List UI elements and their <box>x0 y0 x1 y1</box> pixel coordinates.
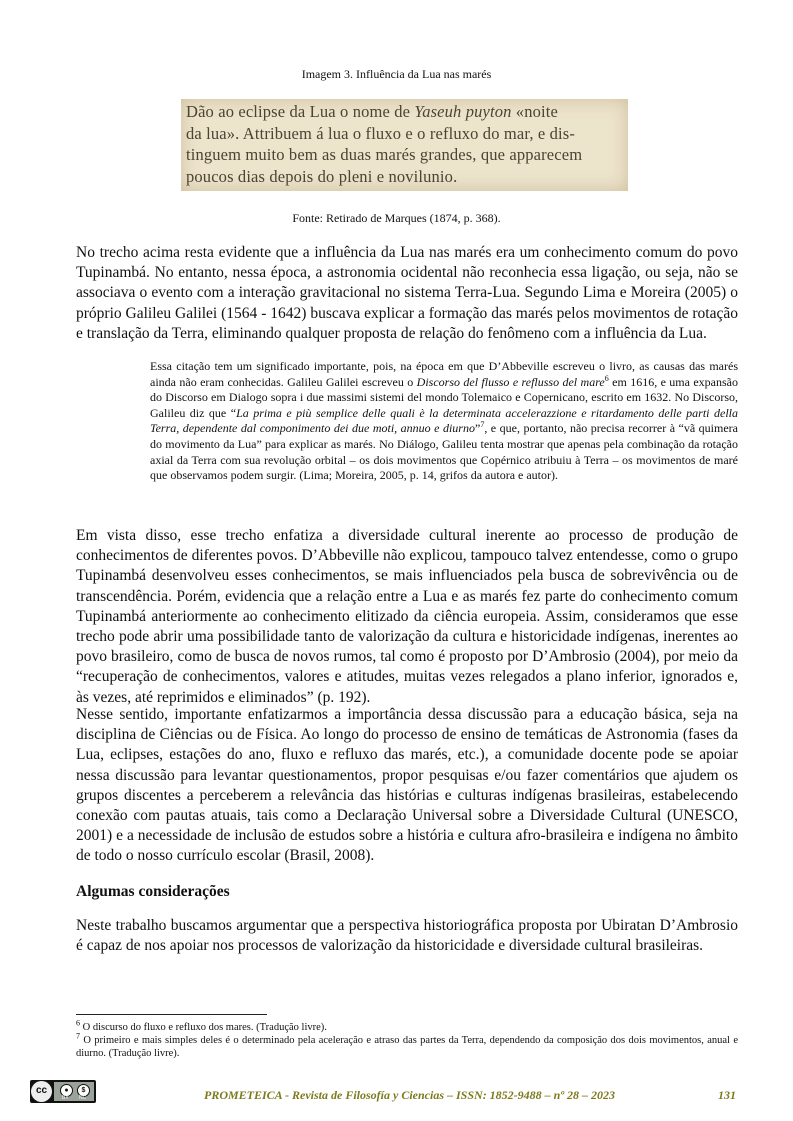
footnote-7 <box>76 1031 738 1061</box>
scan-text: tinguem muito bem as duas marés grandes, que apparecem <box>186 145 583 164</box>
scan-line <box>186 101 623 123</box>
scan-text: poucos dias depois do pleni e novilunio. <box>186 166 458 186</box>
body-paragraph-3: Nesse sentido, importante enfatizarmos a importância dessa discussão para a educação básica, seja na disciplina de Ciências ou de Física. Ao longo do processo de ensino de temáticas de Astronomia (fases da Lua, eclipses, estações do ano, fluxo e refluxo das marés, etc.), a comunidade docente pode se apoiar nessa discussão para levantar questionamentos, propor pesquisas e/ou fazer comentários que ajudem os grupos discentes a perceberem a relevância das histórias e culturas indígenas brasileiras, estabelecendo conexão com pautas atuais, tais como a Declaração Universal sobre a Diversidade Cultural (UNESCO, 2001) e a necessidade de inclusão de estudos sobre a história e cultura afro-brasileira e indígena no âmbito de todo o nosso currículo escolar (Brasil, 2008). <box>76 706 738 865</box>
figure-caption: Imagem 3. Influência da Lua nas marés <box>301 67 492 81</box>
journal-citation: PROMETEICA - Revista de Filosofía y Ciencias – ISSN: 1852-9488 – nº 28 – 2023 <box>204 1088 615 1102</box>
quote-text: Essa citação tem um significado importante, pois, na época em que D’Abbeville escreveu o livro, as causas das marés ainda não eram conhecidas. Galileu Galilei escreveu o <box>150 359 738 389</box>
by-label: BY <box>62 1095 69 1101</box>
quote-italic-citation: La prima e più semplice delle quali è la determinata accelerazzione e ritardamento delle parti della Terra, dependente dal componimento dei due moti, annuo e diurno <box>150 405 738 436</box>
body-paragraph-2: Em vista disso, esse trecho enfatiza a diversidade cultural inerente ao processo de produção de conhecimentos de diferentes povos. D’Abbeville não explicou, tampouco talvez entendesse, como o grupo Tupinambá desenvolveu esses conhecimentos, se mais influenciados pela busca de sobrevivência ou de transcendência. Porém, evidencia que a relação entre a Lua e as marés fez parte do conhecimento comum Tupinambá anteriormente ao conhecimento elitizado da ciência europeia. Assim, consideramos que esse trecho pode abrir uma possibilidade tanto de valorização da cultura e historicidade indígenas, inerentes ao povo brasileiro, como de busca de novos rumos, tal como é proposto por D’Ambrosio (2004), por meio da “recuperação de conhecimentos, valores e atitudes, muitas vezes relegados a plano inferior, ignorados e, às vezes, até reprimidos e eliminados” (p. 192). <box>76 527 738 706</box>
footnote-text: O primeiro e mais simples deles é o determinado pela aceleração e atraso das partes da Terra, dependendo da composição dos dois movimentos, anual e diurno. (Tradução livre). <box>76 1034 738 1059</box>
scan-text: Dão ao eclipse da Lua o nome de <box>186 102 415 121</box>
by-person-icon: ● <box>60 1084 73 1097</box>
cc-logo-icon <box>31 1081 52 1102</box>
scan-line <box>186 144 623 166</box>
page-number: 131 <box>718 1088 736 1102</box>
quote-italic-title: Discorso del flusso e reflusso del mare <box>416 374 605 389</box>
scan-text-italic: Yaseuh puyton <box>414 102 512 121</box>
license-terms <box>54 1082 94 1101</box>
body-paragraph-4: Neste trabalho buscamos argumentar que a perspectiva historiográfica proposta por Ubiratan D’Ambrosio é capaz de nos apoiar nos processos de valorização da historicidade e diversidade cultural brasileiras. <box>76 917 738 955</box>
section-heading: Algumas considerações <box>76 883 230 900</box>
quote-text: em 1616, e uma expansão do Discorso em Dialogo sopra i due massimi sistemi del mondo Tolemaico e Copernicano, escrito em 1632. No Discorso, Galileu diz que “ <box>150 374 739 420</box>
cc-license-badge[interactable] <box>30 1080 96 1103</box>
footnote-ref-6[interactable]: 6 <box>604 373 609 383</box>
scan-line <box>186 166 623 188</box>
footnote-6 <box>76 1018 738 1035</box>
footnote-number: 6 <box>76 1018 80 1028</box>
cc-text: cc <box>35 1085 48 1096</box>
figure-source: Fonte: Retirado de Marques (1874, p. 368). <box>292 211 501 225</box>
footnote-divider <box>76 1014 267 1015</box>
footnote-text: O discurso do fluxo e refluxo dos mares. (Tradução livre). <box>80 1022 327 1033</box>
quote-text: , e que, portanto, não precisa recorrer à “vã quimera do movimento da Lua” para explicar as marés. No Diálogo, Galileu tenta mostrar que apenas pela combinação da rotação axial da Terra com sua revolução orbital – os dois movimentos que Copérnico atribuiu à Terra – os movimentos de maré que observamos podem surgir. (Lima; Moreira, 2005, p. 14, grifos da autora e autor). <box>150 421 738 483</box>
scan-text: «noite <box>511 102 558 121</box>
block-quote <box>150 359 738 484</box>
nc-dollar-icon: $ <box>77 1084 90 1097</box>
body-paragraph-1: No trecho acima resta evidente que a influência da Lua nas marés era um conhecimento comum do povo Tupinambá. No entanto, nessa época, a astronomia ocidental não reconhecia essa ligação, ou seja, não se associava o evento com a interação gravitacional no sistema Terra-Lua. Segundo Lima e Moreira (2005) o próprio Galileu Galilei (1564 - 1642) buscava explicar a formação das marés pelos movimentos de rotação e translação da Terra, eliminando qualquer proposta de relação do fenômeno com a influência da Lua. <box>76 244 738 342</box>
footnote-ref-7[interactable]: 7 <box>480 420 485 430</box>
footnote-number: 7 <box>76 1031 80 1041</box>
scan-line <box>186 123 623 145</box>
quote-text: ” <box>474 421 481 436</box>
footnotes <box>76 1018 738 1060</box>
scan-text: da lua». Attribuem á lua o fluxo e o refluxo do mar, e dis- <box>186 123 575 143</box>
nc-label: NC <box>79 1095 87 1101</box>
scanned-text-image <box>181 99 628 191</box>
